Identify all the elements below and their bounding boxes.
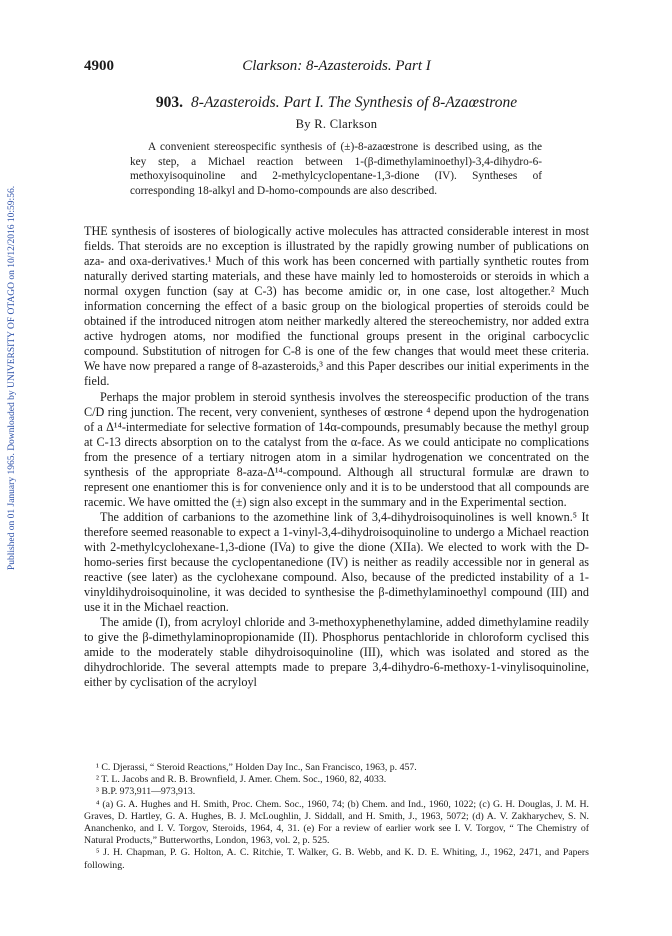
footnote-2: ² T. L. Jacobs and R. B. Brownfield, J. Amer. Chem. Soc., 1960, 82, 4033. xyxy=(96,774,387,786)
body-paragraph-1: THE synthesis of isosteres of biologically active molecules has attracted considerable interest in most fields. That steroids are no exception is illustrated by the rapidly growing number of publications on aza- and oxa-derivatives.¹ Much of this work has been concerned with partially synthetic routes from naturally derived starting materials, and these have mainly led to homosteroids or steroids in which a normal oxygen function (say at C-3) has become amidic or, in one case, lost altogether.² Much information concerning the effect of a basic group on the biological properties of steroids could be obtained if the introduced nitrogen atom neither markedly altered the stereochemistry, nor added extra active hydrogen atoms, nor modified the functional groups present in the original carbocyclic compound. Substitution of nitrogen for C-8 is one of the few changes that would meet these criteria. We have now prepared a range of 8-azasteroids,³ and this Paper describes our initial experiments in the field. xyxy=(84,224,589,389)
footnotes xyxy=(84,762,589,872)
page-number: 4900 xyxy=(84,58,114,74)
download-notice xyxy=(2,140,22,615)
abstract xyxy=(130,140,542,198)
article-title xyxy=(84,94,589,112)
footnote-5: ⁵ J. H. Chapman, P. G. Holton, A. C. Ritchie, T. Walker, G. B. Webb, and K. D. E. Whiting, J., 1962, 2471, and Papers following. xyxy=(84,847,589,871)
article-body xyxy=(84,224,589,690)
footnote-3: ³ B.P. 973,911—973,913. xyxy=(96,786,196,798)
running-title: Clarkson: 8-Azasteroids. Part I xyxy=(242,58,431,74)
footnote-1: ¹ C. Djerassi, “ Steroid Reactions,” Holden Day Inc., San Francisco, 1963, p. 457. xyxy=(96,762,417,773)
article-number: 903. xyxy=(155,94,184,111)
body-paragraph-3: The addition of carbanions to the azomethine link of 3,4-dihydroisoquinolines is well known.⁵ It therefore seemed reasonable to expect a 1-vinyl-3,4-dihydroisoquinoline to undergo a Michael reaction with 2-methylcyclohexane-1,3-dione (IVa) to give the dione (XIIa). We elected to work with the D-homo-series first because the cyclopentanedione (IV) is neither as readily accessible nor in general as reactive (see later) as the cyclohexane compound. Also, because of the predicted instability of a 1-vinyldihydroisoquinoline, it was decided to synthesise the β-dimethylaminoethyl compound (III) and use it in the Michael reaction. xyxy=(84,509,589,615)
footnote-4: ⁴ (a) G. A. Hughes and H. Smith, Proc. Chem. Soc., 1960, 74; (b) Chem. and Ind., 1960, 1022; (c) G. H. Douglas, J. M. H. Graves, D. Hartley, G. A. Hughes, B. J. McLoughlin, J. Siddall, and H. Smith, J., 1963, 5072; (d) A. V. Zakharychev, S. N. Ananchenko, and I. V. Torgov, Steroids, 1964, 4, 31. (e) For a review of earlier work see I. V. Torgov, “ The Chemistry of Natural Products,” Butterworths, London, 1963, vol. 2, p. 525. xyxy=(84,798,589,847)
download-notice-text[interactable]: Published on 01 January 1965. Downloaded by UNIVERSITY OF OTAGO on 10/12/2016 10:59:56. xyxy=(7,185,17,570)
author-byline: By R. Clarkson xyxy=(295,117,378,131)
article-title-text: 8-Azasteroids. Part I. The Synthesis of 8-Azaœstrone xyxy=(191,94,518,111)
body-paragraph-4: The amide (I), from acryloyl chloride and 3-methoxyphenethylamine, added dimethylamine readily to give the β-dimethylaminopropionamide (II). Phosphorus pentachloride in chloroform cyclised this amide to the moderately stable dihydroisoquinoline (III), which was isolated and stored as the dihydrochloride. The several attempts made to prepare 3,4-dihydro-6-methoxy-1-vinylisoquinoline, either by cyclisation of the acryloyl xyxy=(84,615,589,690)
body-paragraph-2: Perhaps the major problem in steroid synthesis involves the stereospecific production of the trans C/D ring junction. The recent, very convenient, syntheses of œstrone ⁴ depend upon the hydrogenation of a Δ¹⁴-intermediate for selective formation of 14α-compounds, presumably because the methyl group at C-13 directs absorption on to the catalyst from the α-face. As we could anticipate no complications from the presence of a tertiary nitrogen atom in a similar hydrogenation we concentrated on the synthesis of the appropriate 8-aza-Δ¹⁴-compound. Although all structural formulæ are drawn to represent one enantiomer this is for convenience only and it is to be understood that all compounds are racemic. We have omitted the (±) sign also except in the summary and in the Experimental section. xyxy=(84,389,589,509)
abstract-text: A convenient stereospecific synthesis of (±)-8-azaœstrone is described using, as the key step, a Michael reaction between 1-(β-dimethylaminoethyl)-3,4-dihydro-6-methoxyisoquinoline and 2-methylcyclopentane-1,3-dione (IV). Syntheses of corresponding 18-alkyl and D-homo-compounds are also described. xyxy=(130,141,542,197)
page-header xyxy=(84,58,589,76)
